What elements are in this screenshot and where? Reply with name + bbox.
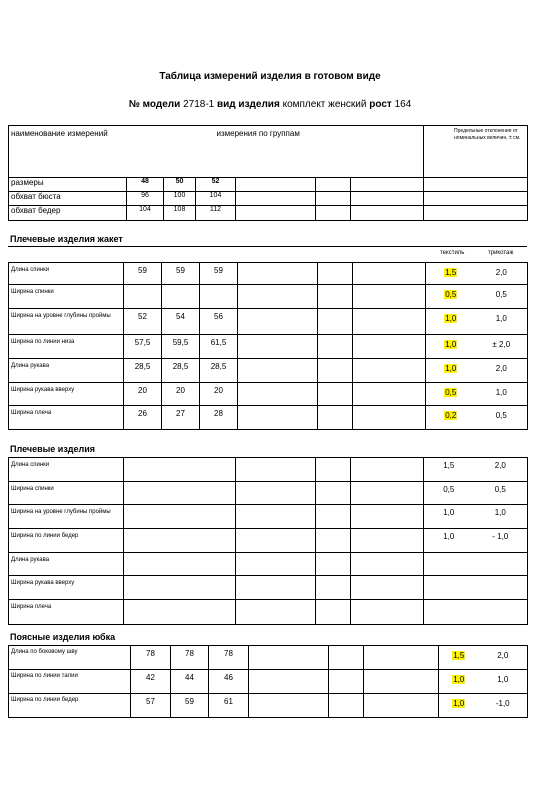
empty-cell [351, 576, 424, 600]
size-value-text: 44 [185, 673, 194, 682]
size-value [200, 285, 238, 309]
empty-cell [249, 646, 329, 670]
size-value [200, 263, 238, 285]
empty-cell [238, 285, 318, 309]
size-value [131, 646, 171, 670]
empty-cell [351, 505, 424, 529]
knit-tolerance-text: -1,0 [495, 699, 510, 708]
size-value [209, 646, 249, 670]
size-value-text: 52 [138, 312, 147, 321]
knit-tolerance-text: 2,0 [497, 651, 509, 660]
empty-cell [238, 263, 318, 285]
knit-tolerance-text: 2,0 [495, 268, 507, 277]
row-label [9, 694, 131, 718]
size-value [162, 383, 200, 406]
header-tolerance-col: Предельные отклонения от номинальных величин, ± см. [424, 126, 528, 178]
shoulder-table [8, 457, 528, 625]
table-row [9, 359, 528, 383]
empty-cell [124, 482, 236, 505]
size-value [162, 359, 200, 383]
row-label-text: Длина рукава [11, 557, 50, 563]
empty-cell [353, 309, 426, 335]
row-label [9, 285, 124, 309]
empty-cell [318, 285, 353, 309]
empty-cell [353, 359, 426, 383]
size-value-text: 57,5 [134, 338, 151, 347]
size-value-text: 20 [214, 386, 223, 395]
empty-cell [238, 383, 318, 406]
table-row [9, 458, 528, 482]
size-value [209, 670, 249, 694]
table-row [9, 383, 528, 406]
size-value: 48 [127, 178, 164, 192]
textile-tolerance-text: 1,5 [445, 268, 457, 277]
size-value [131, 694, 171, 718]
empty-cell [124, 529, 236, 553]
row-label-text: Ширина на уровне глубины проймы [11, 509, 111, 515]
size-value [124, 309, 162, 335]
row-label-text: Ширина спинки [11, 486, 54, 492]
row-label [9, 406, 124, 430]
size-value-text: 28,5 [210, 362, 227, 371]
row-label: размеры [9, 178, 127, 192]
skirt-table [8, 645, 528, 718]
size-value-text: 59 [176, 266, 185, 275]
empty-cell [316, 505, 351, 529]
empty-cell [124, 458, 236, 482]
table-row [9, 553, 528, 576]
row-label [9, 458, 124, 482]
knit-tolerance-text: 0,5 [495, 411, 507, 420]
size-value [124, 335, 162, 359]
row-label-text: Ширина по линии бедер [11, 533, 79, 539]
empty-cell [236, 600, 316, 625]
textile-tolerance-text: 0,5 [445, 388, 457, 397]
empty-cell [124, 553, 236, 576]
knit-tolerance-text: 1,0 [497, 675, 509, 684]
empty-cell [353, 285, 426, 309]
hips-value: 108 [164, 206, 196, 221]
table-row [9, 335, 528, 359]
empty-cell [316, 192, 351, 206]
row-label [9, 505, 124, 529]
size-value-text: 78 [185, 649, 194, 658]
height-value: 164 [394, 99, 412, 110]
knit-tolerance [479, 694, 528, 718]
empty-cell [351, 458, 424, 482]
header-row [9, 126, 528, 178]
row-label-text: Длина спинки [11, 462, 50, 468]
knit-tolerance [474, 458, 528, 482]
empty-cell [316, 458, 351, 482]
row-label [9, 553, 124, 576]
empty-cell [318, 309, 353, 335]
doc-title: Таблица измерений изделия в готовом виде [159, 71, 381, 82]
textile-tolerance-text: 1,0 [445, 314, 457, 323]
empty-cell [351, 206, 424, 221]
row-label-text: Длина спинки [11, 267, 50, 273]
size-value-text: 59 [185, 697, 194, 706]
size-value-text: 26 [138, 409, 147, 418]
textile-tolerance [426, 285, 476, 309]
row-label [9, 600, 124, 625]
header-name-col: наименование измерений [9, 126, 127, 178]
size-value-text: 27 [176, 409, 185, 418]
textile-tolerance [424, 576, 474, 600]
size-value [200, 406, 238, 430]
kind-label: вид изделия [217, 99, 280, 110]
textile-tolerance-text: 0,2 [445, 411, 457, 420]
empty-cell [318, 335, 353, 359]
row-label-text: Ширина по линии талии [11, 673, 78, 679]
empty-cell [364, 646, 439, 670]
size-value [200, 335, 238, 359]
row-label-text: Ширина рукава вверху [11, 387, 75, 393]
empty-cell [316, 529, 351, 553]
knit-tolerance [479, 646, 528, 670]
kind-value: комплект женский [282, 99, 367, 110]
empty-cell [329, 670, 364, 694]
size-value-text: 78 [146, 649, 155, 658]
empty-cell [316, 553, 351, 576]
empty-cell [424, 178, 528, 192]
row-label-text: Ширина спинки [11, 289, 54, 295]
size-value [171, 646, 209, 670]
row-label-text: Ширина по линии бедер [11, 697, 79, 703]
size-value-text: 59,5 [172, 338, 189, 347]
textile-tolerance [426, 335, 476, 359]
empty-cell [353, 383, 426, 406]
size-value [124, 406, 162, 430]
table-row [9, 529, 528, 553]
empty-cell [351, 553, 424, 576]
row-label-text: Ширина на уровне глубины проймы [11, 313, 111, 319]
empty-cell [351, 178, 424, 192]
empty-cell [238, 335, 318, 359]
section-title-shoulder: Плечевые изделия [10, 444, 96, 454]
doc-subtitle [0, 99, 540, 110]
size-value-text: 20 [176, 386, 185, 395]
table-row [9, 694, 528, 718]
size-value [162, 263, 200, 285]
row-label [9, 383, 124, 406]
row-label [9, 576, 124, 600]
sizes-table [8, 125, 528, 221]
textile-tolerance [426, 263, 476, 285]
knit-tolerance-text: 1,0 [495, 314, 507, 323]
row-label [9, 482, 124, 505]
textile-tolerance [426, 383, 476, 406]
size-value-text: 56 [214, 312, 223, 321]
textile-tolerance [439, 646, 479, 670]
empty-cell [364, 694, 439, 718]
size-value [124, 285, 162, 309]
empty-cell [318, 359, 353, 383]
empty-cell [236, 529, 316, 553]
empty-cell [351, 192, 424, 206]
table-row [9, 263, 528, 285]
empty-cell [318, 406, 353, 430]
textile-tolerance [424, 553, 474, 576]
knit-tolerance-text: 2,0 [495, 364, 507, 373]
knit-tolerance-text: 1,0 [494, 508, 506, 517]
hips-value: 112 [196, 206, 236, 221]
textile-tolerance [424, 600, 474, 625]
row-label [9, 335, 124, 359]
textile-tolerance [426, 309, 476, 335]
knit-tolerance [476, 285, 528, 309]
knit-tolerance [476, 263, 528, 285]
knit-tolerance [476, 335, 528, 359]
row-label [9, 309, 124, 335]
size-value [131, 670, 171, 694]
knit-tolerance [476, 309, 528, 335]
row-label [9, 359, 124, 383]
empty-cell [353, 406, 426, 430]
empty-cell [238, 359, 318, 383]
size-value [162, 335, 200, 359]
textile-tolerance-text: 1,0 [445, 340, 457, 349]
textile-tolerance [424, 458, 474, 482]
empty-cell [316, 206, 351, 221]
knit-tolerance [474, 576, 528, 600]
empty-cell [424, 192, 528, 206]
size-value [171, 670, 209, 694]
empty-cell [351, 529, 424, 553]
empty-cell [329, 646, 364, 670]
knit-tolerance [474, 505, 528, 529]
size-value [200, 383, 238, 406]
textile-tolerance [439, 670, 479, 694]
row-label-text: Длина рукава [11, 363, 50, 369]
col-textile-header: текстиль [440, 250, 465, 256]
knit-tolerance-text: ± 2,0 [492, 340, 511, 349]
height-label: рост [369, 99, 392, 110]
empty-cell [236, 482, 316, 505]
size-value [209, 694, 249, 718]
knit-tolerance [474, 529, 528, 553]
empty-cell [124, 600, 236, 625]
size-value-text: 28 [214, 409, 223, 418]
textile-tolerance [426, 359, 476, 383]
section-title-skirt: Поясные изделия юбка [10, 632, 116, 642]
empty-cell [236, 192, 316, 206]
empty-cell [329, 694, 364, 718]
size-value-text: 57 [146, 697, 155, 706]
col-knit-header: трикотаж [488, 250, 514, 256]
knit-tolerance [476, 383, 528, 406]
row-label [9, 646, 131, 670]
row-label-text: Длина по боковому шву [11, 649, 78, 655]
row-label: обхват бюста [9, 192, 127, 206]
row-label-text: Ширина по линии низа [11, 339, 75, 345]
table-row [9, 600, 528, 625]
hips-value: 104 [127, 206, 164, 221]
knit-tolerance-text: 1,0 [495, 388, 507, 397]
knit-tolerance-text: 0,5 [495, 290, 507, 299]
size-value [171, 694, 209, 718]
textile-tolerance [424, 482, 474, 505]
table-row [9, 482, 528, 505]
empty-cell [236, 458, 316, 482]
size-value-text: 42 [146, 673, 155, 682]
table-row [9, 309, 528, 335]
knit-tolerance [474, 482, 528, 505]
size-value [124, 263, 162, 285]
textile-tolerance [426, 406, 476, 430]
model-value: 2718-1 [183, 99, 215, 110]
size-value-text: 59 [138, 266, 147, 275]
size-value-text: 46 [224, 673, 233, 682]
row-label-text: Ширина рукава вверху [11, 580, 75, 586]
size-value [162, 285, 200, 309]
table-row [9, 670, 528, 694]
size-value [200, 309, 238, 335]
textile-tolerance-text: 1,0 [453, 675, 465, 684]
textile-tolerance-text: 1,5 [443, 461, 455, 470]
size-value-text: 78 [224, 649, 233, 658]
empty-cell [236, 505, 316, 529]
table-row [9, 505, 528, 529]
empty-cell [238, 406, 318, 430]
row-label [9, 263, 124, 285]
empty-cell [353, 263, 426, 285]
textile-tolerance-text: 1,5 [453, 651, 465, 660]
empty-cell [318, 263, 353, 285]
empty-cell [124, 505, 236, 529]
empty-cell [351, 600, 424, 625]
empty-cell [249, 670, 329, 694]
size-value [124, 383, 162, 406]
empty-cell [353, 335, 426, 359]
empty-cell [316, 600, 351, 625]
empty-cell [351, 482, 424, 505]
textile-tolerance-text: 1,0 [453, 699, 465, 708]
textile-tolerance-text: 0,5 [443, 485, 455, 494]
knit-tolerance-text: 2,0 [494, 461, 506, 470]
row-label-text: Ширина плеча [11, 410, 52, 416]
size-value: 50 [164, 178, 196, 192]
empty-cell [249, 694, 329, 718]
empty-cell [318, 383, 353, 406]
size-value-text: 59 [214, 266, 223, 275]
textile-tolerance [439, 694, 479, 718]
table-row [9, 576, 528, 600]
size-value [162, 309, 200, 335]
row-label: обхват бедер [9, 206, 127, 221]
knit-tolerance [476, 406, 528, 430]
empty-cell [236, 178, 316, 192]
empty-cell [238, 309, 318, 335]
size-value [124, 359, 162, 383]
textile-tolerance-text: 1,0 [443, 532, 455, 541]
table-row [9, 206, 528, 221]
size-value-text: 54 [176, 312, 185, 321]
empty-cell [124, 576, 236, 600]
textile-tolerance-text: 0,5 [445, 290, 457, 299]
table-row [9, 178, 528, 192]
size-value-text: 61,5 [210, 338, 227, 347]
row-label [9, 529, 124, 553]
row-label-text: Ширина плеча [11, 604, 52, 610]
knit-tolerance [476, 359, 528, 383]
empty-cell [236, 576, 316, 600]
model-label: № модели [128, 99, 181, 110]
bust-value: 96 [127, 192, 164, 206]
textile-tolerance-text: 1,0 [443, 508, 455, 517]
bust-value: 104 [196, 192, 236, 206]
textile-tolerance-text: 1,0 [445, 364, 457, 373]
knit-tolerance [479, 670, 528, 694]
empty-cell [236, 206, 316, 221]
size-value [162, 406, 200, 430]
size-value: 52 [196, 178, 236, 192]
header-groups-col: измерения по группам [127, 126, 424, 178]
divider [8, 246, 527, 247]
row-label [9, 670, 131, 694]
knit-tolerance-text: - 1,0 [492, 532, 509, 541]
knit-tolerance [474, 553, 528, 576]
size-value-text: 28,5 [172, 362, 189, 371]
table-row [9, 285, 528, 309]
size-value-text: 61 [224, 697, 233, 706]
size-value-text: 20 [138, 386, 147, 395]
section-title-jacket: Плечевые изделия жакет [10, 234, 123, 244]
textile-tolerance [424, 505, 474, 529]
table-row [9, 646, 528, 670]
knit-tolerance [474, 600, 528, 625]
jacket-table [8, 262, 528, 430]
empty-cell [316, 576, 351, 600]
empty-cell [236, 553, 316, 576]
table-row [9, 192, 528, 206]
bust-value: 100 [164, 192, 196, 206]
empty-cell [424, 206, 528, 221]
size-value-text: 28,5 [134, 362, 151, 371]
table-row [9, 406, 528, 430]
textile-tolerance [424, 529, 474, 553]
size-value [200, 359, 238, 383]
empty-cell [364, 670, 439, 694]
empty-cell [316, 178, 351, 192]
empty-cell [316, 482, 351, 505]
knit-tolerance-text: 0,5 [494, 485, 506, 494]
